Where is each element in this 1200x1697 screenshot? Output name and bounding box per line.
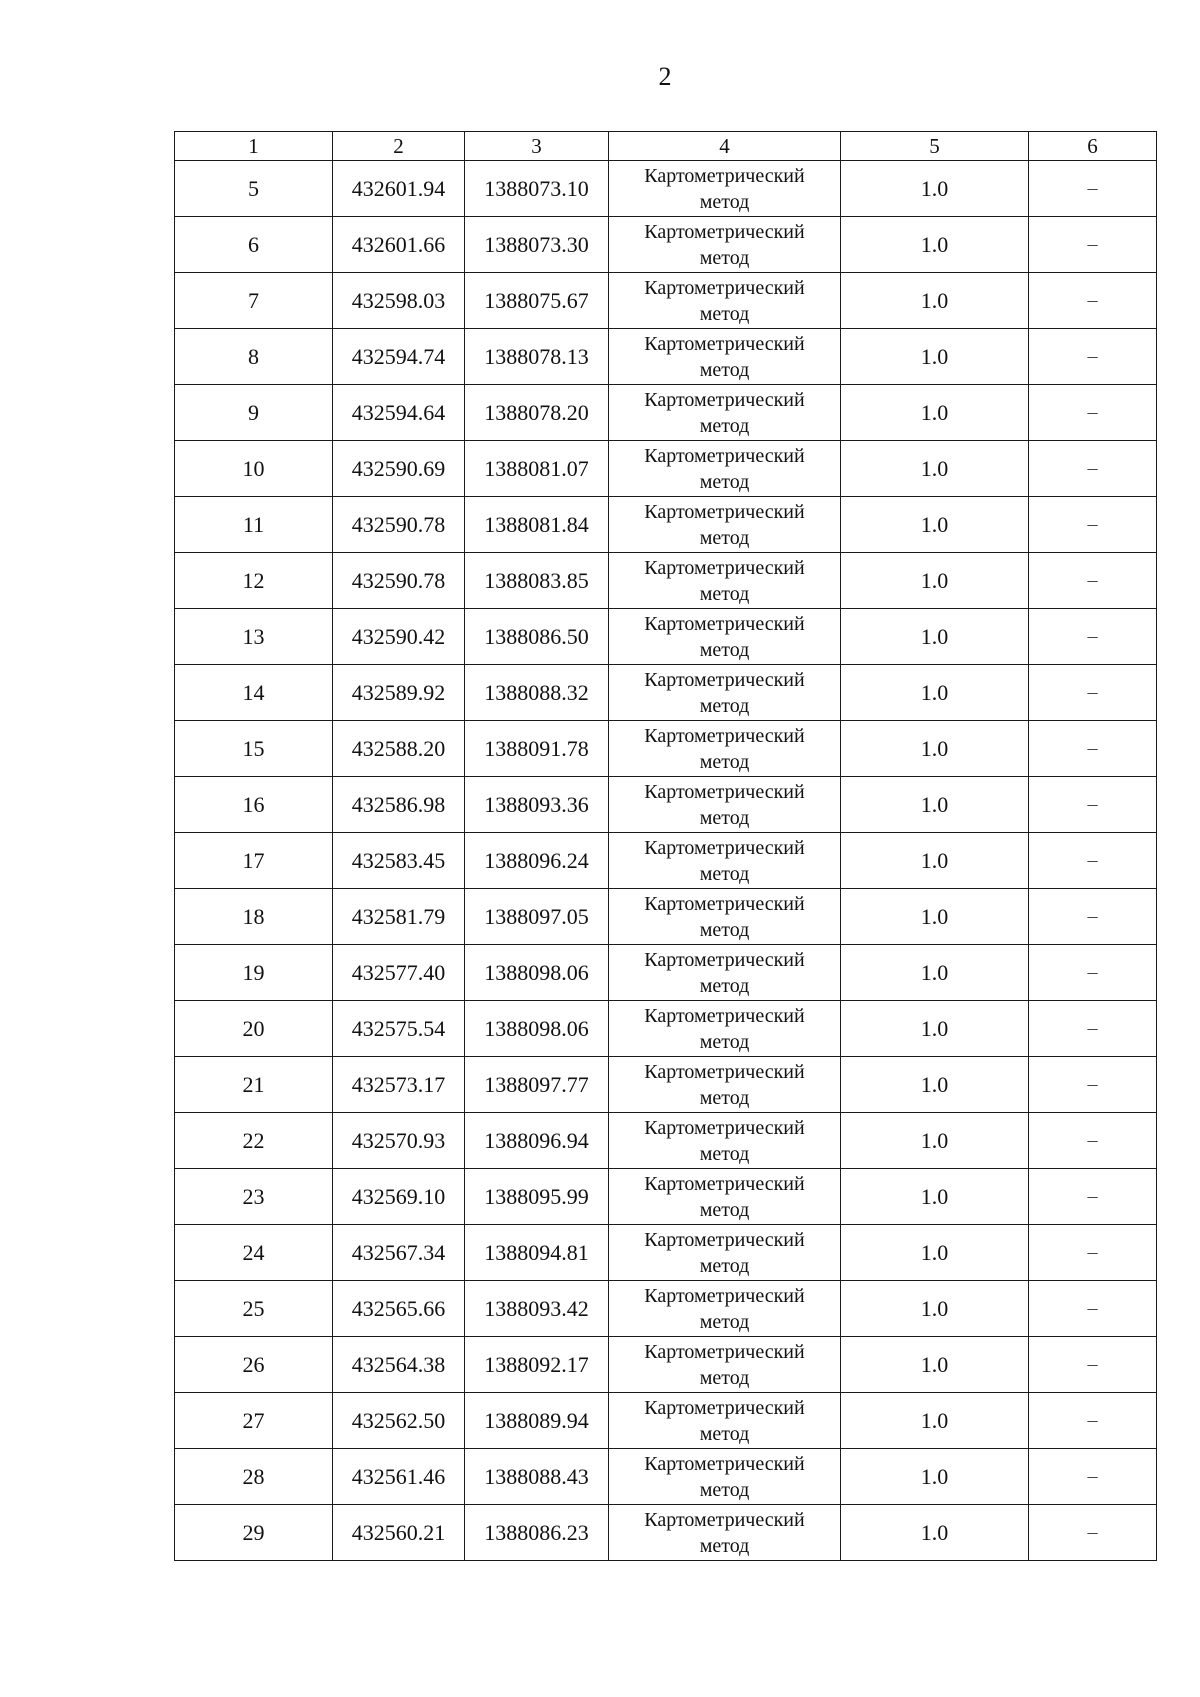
point-number-cell: 27	[175, 1393, 333, 1449]
accuracy-cell: 1.0	[841, 1057, 1029, 1113]
y-coordinate-cell: 1388093.36	[465, 777, 609, 833]
table-row	[175, 1281, 1157, 1337]
method-line-2: метод	[699, 1198, 750, 1221]
x-coordinate-cell: 432590.69	[333, 441, 465, 497]
method-line-2: метод	[699, 1310, 750, 1333]
method-line-1: Картометрический	[644, 1004, 805, 1027]
point-number-cell: 19	[175, 945, 333, 1001]
method-line-2: метод	[699, 806, 750, 829]
table-row	[175, 329, 1157, 385]
column-header-4: 4	[609, 132, 841, 161]
note-cell: –	[1029, 217, 1157, 273]
note-cell: –	[1029, 329, 1157, 385]
method-cell	[609, 609, 841, 665]
column-header-6: 6	[1029, 132, 1157, 161]
table-row	[175, 665, 1157, 721]
method-line-2: метод	[699, 246, 750, 269]
coordinates-table	[174, 131, 1157, 1561]
table-row	[175, 1449, 1157, 1505]
method-line-2: метод	[699, 470, 750, 493]
method-line-1: Картометрический	[644, 388, 805, 411]
method-line-1: Картометрический	[644, 668, 805, 691]
point-number-cell: 26	[175, 1337, 333, 1393]
x-coordinate-cell: 432583.45	[333, 833, 465, 889]
method-cell	[609, 833, 841, 889]
y-coordinate-cell: 1388081.07	[465, 441, 609, 497]
method-cell	[609, 1393, 841, 1449]
method-line-1: Картометрический	[644, 1228, 805, 1251]
method-line-2: метод	[699, 1422, 750, 1445]
method-cell	[609, 1281, 841, 1337]
method-cell	[609, 217, 841, 273]
method-line-1: Картометрический	[644, 612, 805, 635]
method-line-1: Картометрический	[644, 556, 805, 579]
note-cell: –	[1029, 1001, 1157, 1057]
point-number-cell: 8	[175, 329, 333, 385]
accuracy-cell: 1.0	[841, 161, 1029, 217]
method-cell	[609, 161, 841, 217]
point-number-cell: 5	[175, 161, 333, 217]
y-coordinate-cell: 1388075.67	[465, 273, 609, 329]
x-coordinate-cell: 432590.78	[333, 497, 465, 553]
note-cell: –	[1029, 665, 1157, 721]
table-body	[175, 161, 1157, 1561]
accuracy-cell: 1.0	[841, 553, 1029, 609]
method-line-1: Картометрический	[644, 1172, 805, 1195]
method-line-2: метод	[699, 918, 750, 941]
y-coordinate-cell: 1388097.05	[465, 889, 609, 945]
table-row	[175, 497, 1157, 553]
x-coordinate-cell: 432586.98	[333, 777, 465, 833]
x-coordinate-cell: 432590.78	[333, 553, 465, 609]
point-number-cell: 29	[175, 1505, 333, 1561]
x-coordinate-cell: 432601.94	[333, 161, 465, 217]
method-cell	[609, 945, 841, 1001]
point-number-cell: 21	[175, 1057, 333, 1113]
column-header-2: 2	[333, 132, 465, 161]
table-row	[175, 777, 1157, 833]
accuracy-cell: 1.0	[841, 833, 1029, 889]
y-coordinate-cell: 1388089.94	[465, 1393, 609, 1449]
note-cell: –	[1029, 1337, 1157, 1393]
method-line-2: метод	[699, 302, 750, 325]
method-line-1: Картометрический	[644, 164, 805, 187]
table-row	[175, 1337, 1157, 1393]
x-coordinate-cell: 432561.46	[333, 1449, 465, 1505]
method-line-1: Картометрический	[644, 1396, 805, 1419]
method-line-2: метод	[699, 1534, 750, 1557]
table-row	[175, 1505, 1157, 1561]
note-cell: –	[1029, 945, 1157, 1001]
method-line-1: Картометрический	[644, 444, 805, 467]
table-row	[175, 1113, 1157, 1169]
method-cell	[609, 1001, 841, 1057]
y-coordinate-cell: 1388088.32	[465, 665, 609, 721]
y-coordinate-cell: 1388083.85	[465, 553, 609, 609]
x-coordinate-cell: 432581.79	[333, 889, 465, 945]
point-number-cell: 22	[175, 1113, 333, 1169]
table-row	[175, 721, 1157, 777]
table-row	[175, 1057, 1157, 1113]
table-row	[175, 1393, 1157, 1449]
method-cell	[609, 441, 841, 497]
method-line-2: метод	[699, 358, 750, 381]
method-cell	[609, 553, 841, 609]
method-line-2: метод	[699, 750, 750, 773]
accuracy-cell: 1.0	[841, 1393, 1029, 1449]
table-row	[175, 1001, 1157, 1057]
point-number-cell: 6	[175, 217, 333, 273]
accuracy-cell: 1.0	[841, 441, 1029, 497]
method-line-2: метод	[699, 414, 750, 437]
x-coordinate-cell: 432577.40	[333, 945, 465, 1001]
method-cell	[609, 497, 841, 553]
table-header-row	[175, 132, 1157, 161]
table-row	[175, 889, 1157, 945]
method-line-2: метод	[699, 1366, 750, 1389]
y-coordinate-cell: 1388086.50	[465, 609, 609, 665]
x-coordinate-cell: 432590.42	[333, 609, 465, 665]
method-line-2: метод	[699, 526, 750, 549]
method-cell	[609, 777, 841, 833]
table-row	[175, 1225, 1157, 1281]
accuracy-cell: 1.0	[841, 1449, 1029, 1505]
method-line-1: Картометрический	[644, 1060, 805, 1083]
point-number-cell: 11	[175, 497, 333, 553]
y-coordinate-cell: 1388073.30	[465, 217, 609, 273]
method-line-2: метод	[699, 974, 750, 997]
x-coordinate-cell: 432573.17	[333, 1057, 465, 1113]
point-number-cell: 24	[175, 1225, 333, 1281]
accuracy-cell: 1.0	[841, 1169, 1029, 1225]
x-coordinate-cell: 432570.93	[333, 1113, 465, 1169]
note-cell: –	[1029, 1449, 1157, 1505]
method-cell	[609, 1113, 841, 1169]
method-cell	[609, 1169, 841, 1225]
y-coordinate-cell: 1388086.23	[465, 1505, 609, 1561]
method-cell	[609, 1505, 841, 1561]
method-cell	[609, 1225, 841, 1281]
accuracy-cell: 1.0	[841, 329, 1029, 385]
note-cell: –	[1029, 1057, 1157, 1113]
note-cell: –	[1029, 1113, 1157, 1169]
y-coordinate-cell: 1388088.43	[465, 1449, 609, 1505]
method-line-1: Картометрический	[644, 332, 805, 355]
note-cell: –	[1029, 497, 1157, 553]
column-header-5: 5	[841, 132, 1029, 161]
method-line-2: метод	[699, 638, 750, 661]
method-line-1: Картометрический	[644, 948, 805, 971]
method-line-1: Картометрический	[644, 1284, 805, 1307]
point-number-cell: 15	[175, 721, 333, 777]
point-number-cell: 14	[175, 665, 333, 721]
method-line-1: Картометрический	[644, 1508, 805, 1531]
method-line-1: Картометрический	[644, 1452, 805, 1475]
method-line-2: метод	[699, 1142, 750, 1165]
method-line-1: Картометрический	[644, 780, 805, 803]
method-line-2: метод	[699, 862, 750, 885]
method-line-2: метод	[699, 694, 750, 717]
table-row	[175, 1169, 1157, 1225]
table-row	[175, 553, 1157, 609]
x-coordinate-cell: 432562.50	[333, 1393, 465, 1449]
x-coordinate-cell: 432565.66	[333, 1281, 465, 1337]
y-coordinate-cell: 1388095.99	[465, 1169, 609, 1225]
accuracy-cell: 1.0	[841, 945, 1029, 1001]
note-cell: –	[1029, 553, 1157, 609]
note-cell: –	[1029, 273, 1157, 329]
point-number-cell: 13	[175, 609, 333, 665]
note-cell: –	[1029, 441, 1157, 497]
note-cell: –	[1029, 385, 1157, 441]
accuracy-cell: 1.0	[841, 217, 1029, 273]
table-row	[175, 609, 1157, 665]
y-coordinate-cell: 1388094.81	[465, 1225, 609, 1281]
method-cell	[609, 1057, 841, 1113]
note-cell: –	[1029, 889, 1157, 945]
note-cell: –	[1029, 1225, 1157, 1281]
accuracy-cell: 1.0	[841, 1505, 1029, 1561]
note-cell: –	[1029, 609, 1157, 665]
method-line-1: Картометрический	[644, 220, 805, 243]
accuracy-cell: 1.0	[841, 609, 1029, 665]
point-number-cell: 7	[175, 273, 333, 329]
point-number-cell: 18	[175, 889, 333, 945]
y-coordinate-cell: 1388078.13	[465, 329, 609, 385]
table-row	[175, 385, 1157, 441]
x-coordinate-cell: 432594.74	[333, 329, 465, 385]
point-number-cell: 12	[175, 553, 333, 609]
x-coordinate-cell: 432601.66	[333, 217, 465, 273]
point-number-cell: 16	[175, 777, 333, 833]
y-coordinate-cell: 1388098.06	[465, 1001, 609, 1057]
column-header-3: 3	[465, 132, 609, 161]
x-coordinate-cell: 432594.64	[333, 385, 465, 441]
point-number-cell: 28	[175, 1449, 333, 1505]
y-coordinate-cell: 1388093.42	[465, 1281, 609, 1337]
method-cell	[609, 385, 841, 441]
method-line-1: Картометрический	[644, 724, 805, 747]
page-number: 2	[658, 62, 672, 91]
note-cell: –	[1029, 1393, 1157, 1449]
point-number-cell: 10	[175, 441, 333, 497]
accuracy-cell: 1.0	[841, 1001, 1029, 1057]
method-cell	[609, 1337, 841, 1393]
table-row	[175, 945, 1157, 1001]
y-coordinate-cell: 1388097.77	[465, 1057, 609, 1113]
method-line-2: метод	[699, 1030, 750, 1053]
x-coordinate-cell: 432589.92	[333, 665, 465, 721]
method-cell	[609, 665, 841, 721]
point-number-cell: 25	[175, 1281, 333, 1337]
accuracy-cell: 1.0	[841, 497, 1029, 553]
method-cell	[609, 889, 841, 945]
method-line-2: метод	[699, 1478, 750, 1501]
column-header-1: 1	[175, 132, 333, 161]
x-coordinate-cell: 432588.20	[333, 721, 465, 777]
note-cell: –	[1029, 161, 1157, 217]
method-cell	[609, 273, 841, 329]
y-coordinate-cell: 1388098.06	[465, 945, 609, 1001]
y-coordinate-cell: 1388078.20	[465, 385, 609, 441]
table-row	[175, 833, 1157, 889]
method-line-2: метод	[699, 1254, 750, 1277]
table-row	[175, 161, 1157, 217]
method-cell	[609, 1449, 841, 1505]
y-coordinate-cell: 1388096.94	[465, 1113, 609, 1169]
note-cell: –	[1029, 1169, 1157, 1225]
table-row	[175, 273, 1157, 329]
accuracy-cell: 1.0	[841, 273, 1029, 329]
note-cell: –	[1029, 777, 1157, 833]
method-line-2: метод	[699, 190, 750, 213]
x-coordinate-cell: 432575.54	[333, 1001, 465, 1057]
accuracy-cell: 1.0	[841, 1225, 1029, 1281]
accuracy-cell: 1.0	[841, 889, 1029, 945]
table-row	[175, 441, 1157, 497]
accuracy-cell: 1.0	[841, 721, 1029, 777]
method-line-1: Картометрический	[644, 892, 805, 915]
x-coordinate-cell: 432564.38	[333, 1337, 465, 1393]
method-line-2: метод	[699, 1086, 750, 1109]
x-coordinate-cell: 432569.10	[333, 1169, 465, 1225]
accuracy-cell: 1.0	[841, 1281, 1029, 1337]
note-cell: –	[1029, 1505, 1157, 1561]
method-line-1: Картометрический	[644, 500, 805, 523]
accuracy-cell: 1.0	[841, 665, 1029, 721]
note-cell: –	[1029, 721, 1157, 777]
accuracy-cell: 1.0	[841, 385, 1029, 441]
point-number-cell: 23	[175, 1169, 333, 1225]
method-line-1: Картометрический	[644, 836, 805, 859]
x-coordinate-cell: 432598.03	[333, 273, 465, 329]
method-cell	[609, 721, 841, 777]
y-coordinate-cell: 1388073.10	[465, 161, 609, 217]
y-coordinate-cell: 1388092.17	[465, 1337, 609, 1393]
method-line-2: метод	[699, 582, 750, 605]
accuracy-cell: 1.0	[841, 1337, 1029, 1393]
method-line-1: Картометрический	[644, 1116, 805, 1139]
table-row	[175, 217, 1157, 273]
method-cell	[609, 329, 841, 385]
note-cell: –	[1029, 1281, 1157, 1337]
x-coordinate-cell: 432567.34	[333, 1225, 465, 1281]
y-coordinate-cell: 1388081.84	[465, 497, 609, 553]
point-number-cell: 20	[175, 1001, 333, 1057]
note-cell: –	[1029, 833, 1157, 889]
y-coordinate-cell: 1388096.24	[465, 833, 609, 889]
x-coordinate-cell: 432560.21	[333, 1505, 465, 1561]
point-number-cell: 9	[175, 385, 333, 441]
accuracy-cell: 1.0	[841, 777, 1029, 833]
method-line-1: Картометрический	[644, 1340, 805, 1363]
accuracy-cell: 1.0	[841, 1113, 1029, 1169]
method-line-1: Картометрический	[644, 276, 805, 299]
y-coordinate-cell: 1388091.78	[465, 721, 609, 777]
point-number-cell: 17	[175, 833, 333, 889]
